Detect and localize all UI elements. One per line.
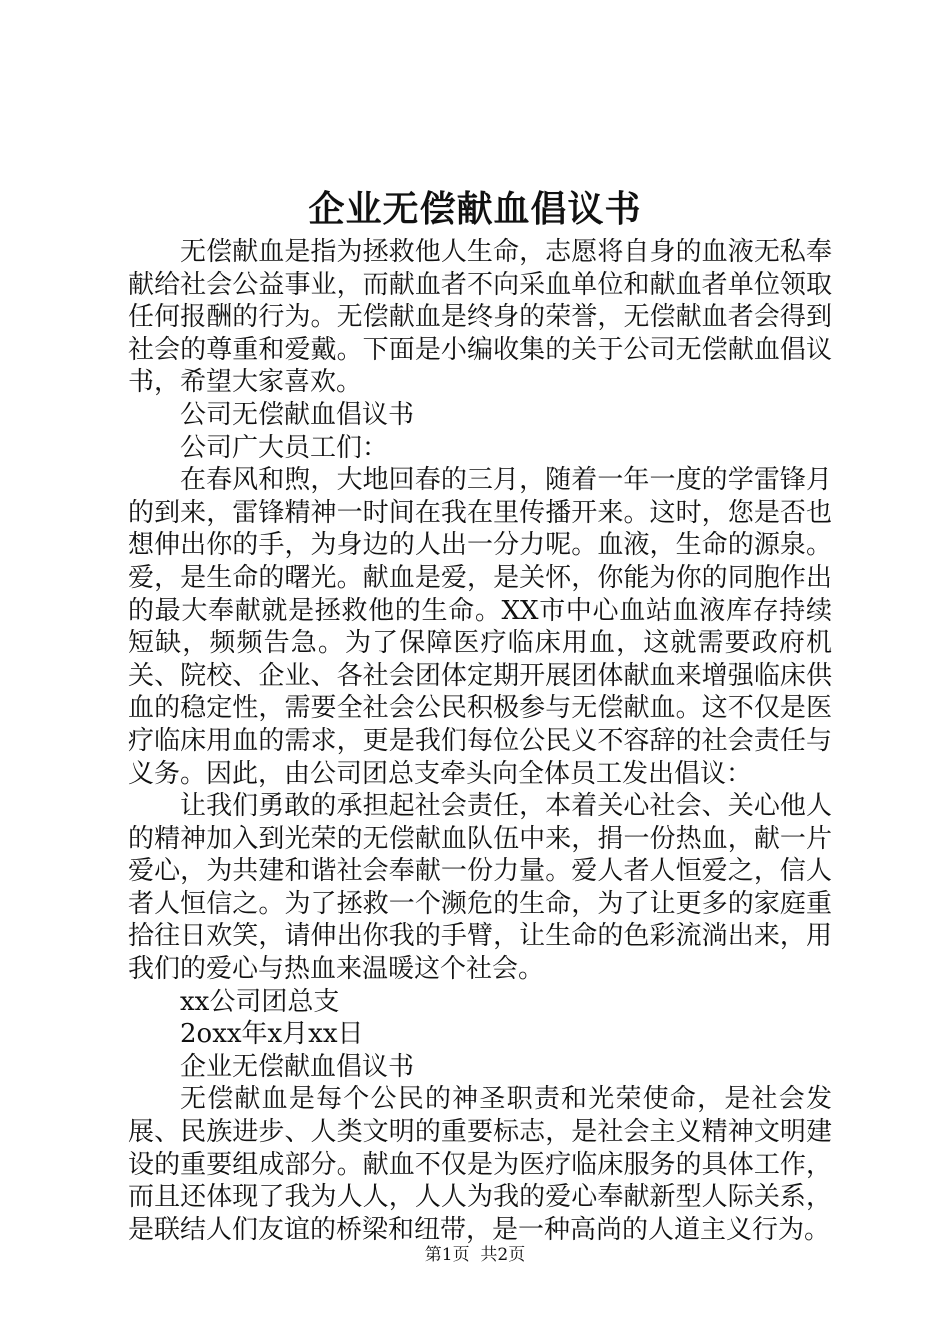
paragraph-spring-call: 在春风和煦，大地回春的三月，随着一年一度的学雷锋月的到来，雷锋精神一时间在我在里传播开来。这时，您是否也想伸出你的手，为身边的人出一分力呢。血液，生命的源泉。爱，是生命的曙光。献血是爱，是关怀，你能为你的同胞作出的最大奉献就是拯救他的生命。XX市中心血站血液库存持续短缺，频频告急。为了保障医疗临床用血，这就需要政府机关、院校、企业、各社会团体定期开展团体献血来增强临床供血的稳定性，需要全社会公民积极参与无偿献血。这不仅是医疗临床用血的需求，更是我们每位公民义不容辞的社会责任与义务。因此，由公司团总支牵头向全体员工发出倡议：: [128, 465, 832, 789]
signature-date: 2oxx年x月xx日: [180, 1019, 364, 1050]
document-body: [128, 236, 832, 1246]
document-title: 企业无偿献血倡议书: [308, 188, 642, 230]
paragraph-appeal: 让我们勇敢的承担起社会责任，本着关心社会、关心他人的精神加入到光荣的无偿献血队伍中来，捐一份热血，献一片爱心，为共建和谐社会奉献一份力量。爱人者人恒爱之，信人者人恒信之。为了拯救一个濒危的生命，为了让更多的家庭重拾往日欢笑，请伸出你我的手臂，让生命的色彩流淌出来，用我们的爱心与热血来温暖这个社会。: [128, 791, 832, 985]
paragraph-intro: 无偿献血是指为拯救他人生命，志愿将自身的血液无私奉献给社会公益事业，而献血者不向采血单位和献血者单位领取任何报酬的行为。无偿献血是终身的荣誉，无偿献血者会得到社会的尊重和爱戴。下面是小编收集的关于公司无偿献血倡议书，希望大家喜欢。: [128, 237, 832, 398]
paragraph-duty: 无偿献血是每个公民的神圣职责和光荣使命，是社会发展、民族进步、人类文明的重要标志，是社会主义精神文明建设的重要组成部分。献血不仅是为医疗临床服务的具体工作，而且还体现了我为人人，人人为我的爱心奉献新型人际关系，是联结人们友谊的桥梁和纽带，是一种高尚的人道主义行为。: [128, 1084, 832, 1245]
section-heading-company-proposal: 公司无偿献血倡议书: [180, 399, 415, 430]
salutation: 公司广大员工们：: [180, 432, 389, 463]
page-footer: 第1页 共2页: [424, 1245, 526, 1265]
section-heading-enterprise-proposal: 企业无偿献血倡议书: [180, 1051, 415, 1082]
signature-org: xx公司团总支: [180, 986, 340, 1017]
